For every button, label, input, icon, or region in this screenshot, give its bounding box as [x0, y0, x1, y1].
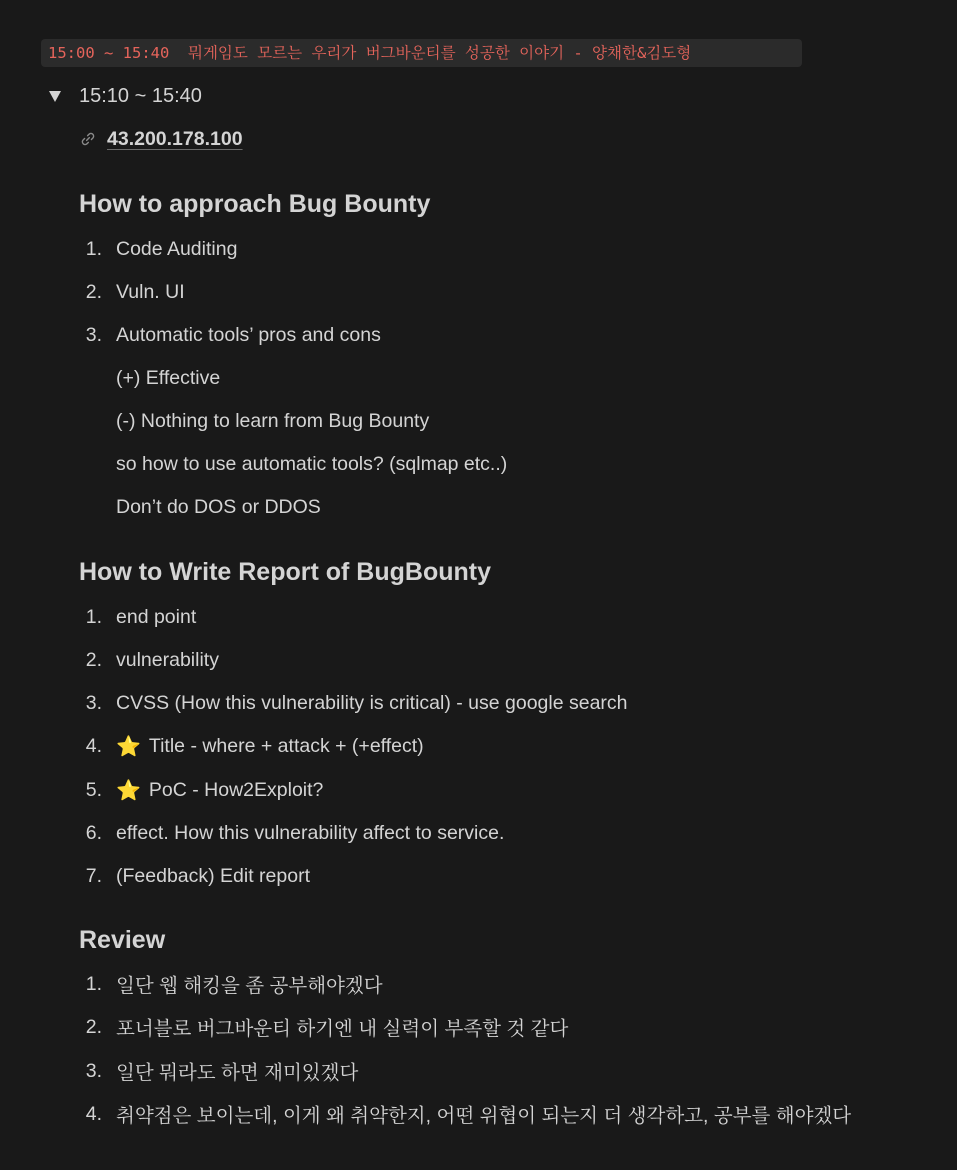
list-item-text: end point — [116, 605, 197, 628]
sub-paragraph: so how to use automatic tools? (sqlmap etc..) — [116, 452, 508, 475]
list-item-text: effect. How this vulnerability affect to service. — [116, 821, 505, 844]
star-icon: ⭐ — [116, 779, 141, 802]
list-item-text: (Feedback) Edit report — [116, 864, 311, 887]
list-item — [79, 603, 196, 631]
list-number: 6. — [85, 821, 102, 844]
list-item — [79, 235, 237, 263]
toggle-label: 15:10 ~ 15:40 — [79, 84, 202, 107]
list-item-text: Automatic tools’ pros and cons — [116, 323, 381, 346]
list-item — [79, 819, 504, 847]
list-item-text: PoC - How2Exploit? — [148, 778, 324, 801]
list-item-text: 포너블로 버그바운티 하기엔 내 실력이 부족할 것 같다 — [116, 1018, 569, 1040]
inline-code-title: 15:00 ~ 15:40 뭐게임도 모르는 우리가 버그바운티를 성공한 이야기 - 양채한&김도형 — [41, 39, 802, 67]
list-item — [79, 776, 323, 804]
list-number: 1. — [85, 237, 102, 260]
list-item — [79, 970, 383, 998]
toggle-triangle-icon[interactable] — [49, 91, 61, 102]
list-item — [79, 1013, 568, 1041]
toggle-block[interactable] — [46, 83, 202, 109]
list-number: 1. — [85, 605, 102, 628]
list-number: 2. — [85, 648, 102, 671]
list-number: 2. — [85, 280, 102, 303]
list-item-text: 일단 뭐라도 하면 재미있겠다 — [116, 1062, 359, 1084]
link-icon — [79, 130, 97, 148]
list-item — [79, 862, 310, 890]
star-icon: ⭐ — [116, 735, 141, 758]
list-item-text: vulnerability — [116, 648, 219, 671]
link-text[interactable]: 43.200.178.100 — [107, 127, 243, 150]
heading-report: How to Write Report of BugBounty — [79, 558, 491, 586]
list-number: 4. — [85, 1102, 102, 1125]
list-number: 2. — [85, 1015, 102, 1038]
list-item — [79, 732, 424, 760]
list-item — [79, 1100, 851, 1128]
list-item — [79, 278, 185, 306]
list-item-text: 취약점은 보이는데, 이게 왜 취약한지, 어떤 위협이 되는지 더 생각하고, 공부를 해야겠다 — [116, 1105, 852, 1127]
heading-review: Review — [79, 926, 166, 954]
list-item-text: CVSS (How this vulnerability is critical) - use google search — [116, 691, 628, 714]
list-number: 3. — [85, 1059, 102, 1082]
list-item-text: Vuln. UI — [116, 280, 185, 303]
list-number: 5. — [85, 778, 102, 801]
list-number: 1. — [85, 972, 102, 995]
list-item — [79, 321, 381, 349]
list-number: 3. — [85, 691, 102, 714]
list-item-text: Title - where + attack + (+effect) — [148, 734, 424, 757]
sub-paragraph: (+) Effective — [116, 366, 221, 389]
list-item — [79, 689, 628, 717]
sub-paragraph: (-) Nothing to learn from Bug Bounty — [116, 409, 430, 432]
list-number: 3. — [85, 323, 102, 346]
list-number: 4. — [85, 734, 102, 757]
sub-paragraph: Don’t do DOS or DDOS — [116, 495, 321, 518]
link-mention[interactable] — [79, 126, 243, 152]
list-item-text: Code Auditing — [116, 237, 238, 260]
heading-approach: How to approach Bug Bounty — [79, 190, 431, 218]
list-number: 7. — [85, 864, 102, 887]
list-item-text: 일단 웹 해킹을 좀 공부해야겠다 — [116, 975, 383, 997]
list-item — [79, 646, 219, 674]
list-item — [79, 1057, 358, 1085]
